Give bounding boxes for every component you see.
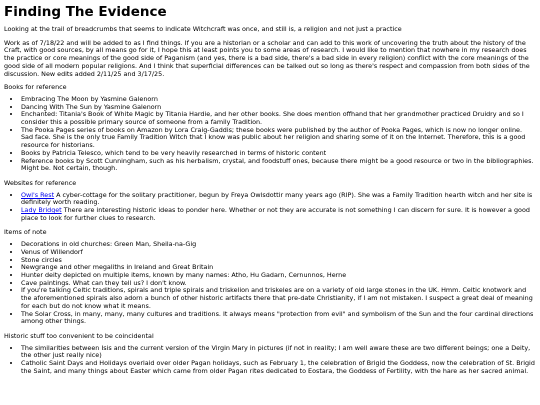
list-item [21,192,536,207]
list-item: • The similarities between Isis and the current version of the Virgin Mary in pictures (if not in reality; I am well aware these are two different beings; one a Deity, the other just really nice) [21,345,536,360]
owls-rest-description: A cyber-cottage for the solitary practitioner, begun by Freya Owlsdottir many years ago (RIP). She was a Family Tradition hearth witch and her site is definitely worth reading. [21,190,533,207]
list-item: • Cave paintings. What can they tell us? I don't know. [21,280,536,288]
coincidental-list [4,345,536,376]
list-item: • Embracing The Moon by Yasmine Galenorn [21,96,536,104]
websites-heading: Websites for reference [4,178,77,187]
notes-list [4,241,536,326]
websites-list [4,192,536,223]
lady-bridget-link[interactable]: Lady Bridget [21,206,62,215]
list-item: • The Pooka Pages series of books on Amazon by Lora Craig-Gaddis; these books were published by the author of Pooka Pages, which is now no longer online. Sad face. She is the only true Family Tradition Witch that I know was public about her religion and sharing some of it on the Internet. Therefore, this is a good resource for historians. [21,127,536,150]
body-paragraph: Work as of 7/18/22 and will be added to as I find things. If you are a historian or a scholar and can add to this work of uncovering the truth about the history of the Craft, with good sources, by all means go for it, I hope this at least points you to some areas of research. I would like to mention that nowhere in my research does the practice or core meanings of the good side of Paganism (and yes, there is a bad side, there's a bad side in every religion) conflict with the core meanings of the good side of all modern popular religions. And I think that superficial differences can be talked out so long as there's respect and compassion from both sides of the discussion. New edits added 2/11/25 and 3/17/25. [4,38,530,78]
page-title: Finding The Evidence [4,4,167,20]
list-item: • The Solar Cross, in many, many, many cultures and traditions. It always means "protection from evil" and symbolism of the Sun and the four cardinal directions among other things. [21,311,536,326]
list-item: • Reference books by Scott Cunningham, such as his herbalism, crystal, and foodstuff ones, because there might be a good resource or two in the bibliographies. Might be. Not certain, though. [21,158,536,173]
list-item: • Venus of Willendorf [21,249,536,257]
owls-rest-link[interactable]: Owl's Rest [21,190,55,199]
lady-bridget-description: There are interesting historic ideas to ponder here. Whether or not they are accurate is not something I can discern for sure. It is however a good place to look for further clues to research. [21,206,530,222]
list-item: • Stone circles [21,257,536,265]
list-item: • Dancing With The Sun by Yasmine Galenorn [21,104,536,112]
list-item: • Enchanted: Titania's Book of White Magic by Titania Hardie, and her other books. She does mention offhand that her grandmother practiced Druidry and so I consider this a possible primary source of someone from a family Tradition. [21,111,536,126]
list-item: • If you're talking Celtic traditions, spirals and triple spirals and triskelion and triskeles are on a variety of old large stones in the UK. Hmm. Celtic knotwork and the aforementioned spirals also adorn a bunch of other historic artifacts there that pre-date Christianity, if I am not mistaken. I suspect a great deal of meaning for each but do not know what it means. [21,287,536,310]
intro-paragraph: Looking at the trail of breadcrumbs that seems to indicate Witchcraft was once, and still is, a religion and not just a practice [4,25,402,33]
list-item: • Catholic Saint Days and Holidays overlaid over older Pagan holidays, such as February 1, the celebration of Brigid the Goddess, now the celebration of St. Brigid the Saint, and many things about Easter which came from older Pagan rites dedicated to Eostara, the Goddess of Fertility, with the hare as her sacred animal. [21,360,536,375]
list-item: • Decorations in old churches: Green Man, Sheila-na-Gig [21,241,536,249]
list-item: • Hunter deity depicted on multiple items, known by many names: Atho, Hu Gadarn, Cernunnos, Herne [21,272,536,280]
notes-heading: Items of note [4,228,47,237]
books-list [4,96,536,173]
list-item: • Newgrange and other megaliths in Ireland and Great Britain [21,264,536,272]
list-item [21,207,536,222]
list-item: • Books by Patricia Telesco, which tend to be very heavily researched in terms of historic content [21,150,536,158]
books-heading: Books for reference [4,83,67,92]
coincidental-heading: Historic stuff too convenient to be coincidental [4,331,154,340]
